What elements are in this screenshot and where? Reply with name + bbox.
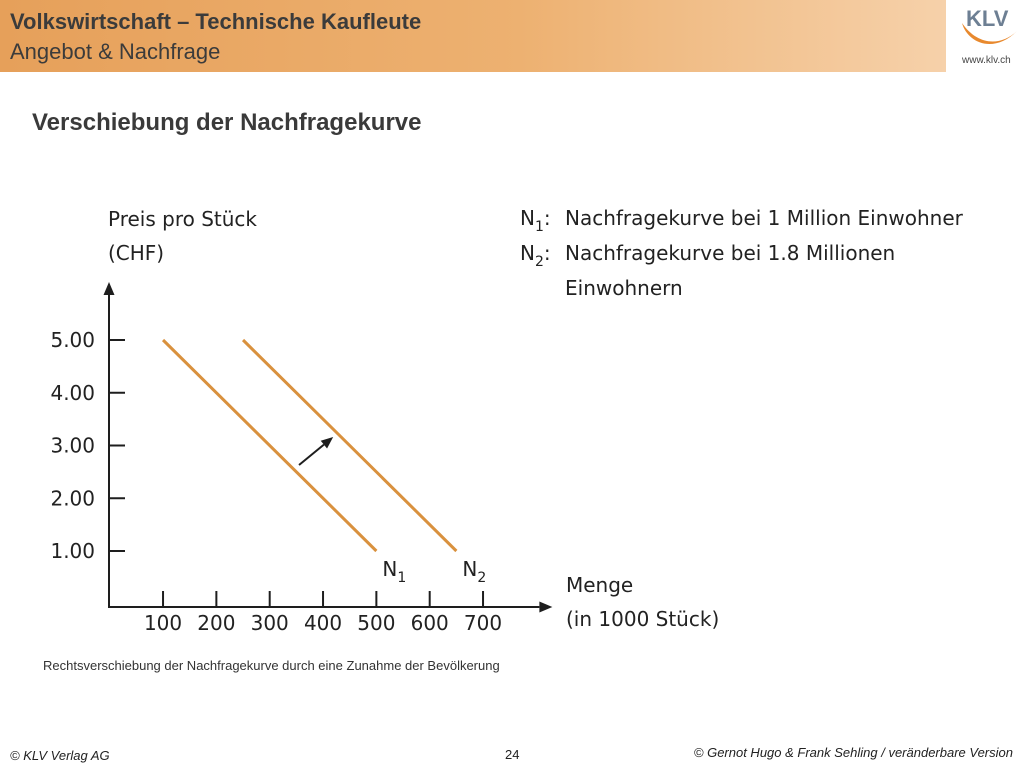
slide-heading: Verschiebung der Nachfragekurve xyxy=(32,109,422,136)
legend-text: Nachfragekurve bei 1 Million Einwohner xyxy=(565,206,963,230)
curve-label-letter: N xyxy=(382,557,398,581)
legend-text: Nachfragekurve bei 1.8 Millionen xyxy=(565,241,896,265)
footer-copyright-publisher: © KLV Verlag AG xyxy=(10,748,110,763)
y-tick-label: 5.00 xyxy=(50,328,95,352)
logo-url: www.klv.ch xyxy=(962,55,1011,66)
x-tick-label: 700 xyxy=(463,611,503,635)
curve-label-subscript: 1 xyxy=(397,570,407,586)
x-tick-label: 200 xyxy=(197,611,236,635)
shift-arrow-line xyxy=(299,445,324,465)
legend-text: Einwohnern xyxy=(565,276,683,300)
y-axis-arrowhead xyxy=(104,282,115,295)
footer-copyright-authors: © Gernot Hugo & Frank Sehling / veränderbare Version xyxy=(693,745,1013,760)
curve-label-n1 xyxy=(382,557,406,586)
x-tick-label: 100 xyxy=(143,611,183,635)
x-tick-label: 400 xyxy=(303,611,343,635)
legend-symbol-subscript: 1 xyxy=(534,219,544,235)
curve-label-subscript: 2 xyxy=(477,570,487,586)
legend-separator: : xyxy=(543,206,551,230)
x-tick-label: 300 xyxy=(250,611,289,635)
curve-label-letter: N xyxy=(462,557,478,581)
legend-symbol-letter: N xyxy=(520,241,535,265)
header-subtitle: Angebot & Nachfrage xyxy=(10,39,221,64)
legend-separator: : xyxy=(543,241,551,265)
demand-curve-n1 xyxy=(163,340,376,551)
y-tick-label: 3.00 xyxy=(50,433,95,458)
x-axis-arrowhead xyxy=(539,602,552,613)
logo-wordmark: KLV xyxy=(966,6,1009,31)
y-axis-label: (CHF) xyxy=(108,241,165,265)
curve-label-n2 xyxy=(462,557,486,586)
legend-symbol-subscript: 2 xyxy=(534,254,544,270)
legend-symbol xyxy=(520,241,551,270)
chart-caption: Rechtsverschiebung der Nachfragekurve durch eine Zunahme der Bevölkerung xyxy=(43,658,500,673)
demand-curve-n2 xyxy=(243,340,456,551)
chart-plot-area xyxy=(50,206,963,635)
y-tick-label: 4.00 xyxy=(50,380,95,405)
legend-symbol xyxy=(520,206,551,235)
x-axis-label: (in 1000 Stück) xyxy=(566,607,720,631)
y-axis-label: Preis pro Stück xyxy=(108,207,257,231)
legend-symbol-letter: N xyxy=(520,206,535,230)
page-number: 24 xyxy=(505,747,520,762)
x-axis-label: Menge xyxy=(566,573,634,597)
y-tick-label: 1.00 xyxy=(50,539,95,563)
x-tick-label: 500 xyxy=(357,611,396,635)
header-title: Volkswirtschaft – Technische Kaufleute xyxy=(10,9,422,34)
y-tick-label: 2.00 xyxy=(50,486,95,511)
x-tick-label: 600 xyxy=(410,611,449,635)
